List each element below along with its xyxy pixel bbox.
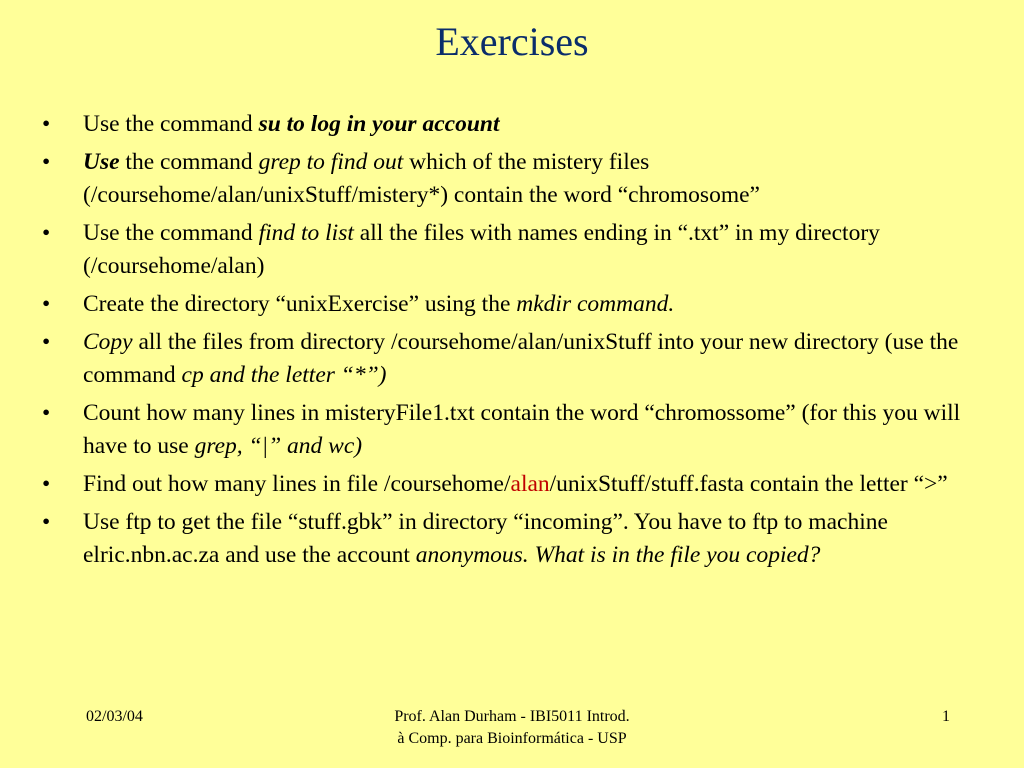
bullet-text: Use ftp to get the file “stuff.gbk” in directory “incoming”. You have to ftp to machine elric.nbn.ac.za and use the account [83, 509, 888, 568]
bullet-text: the command [119, 149, 259, 175]
bullet-text: Count how many lines in misteryFile1.txt contain the word “chromossome” (for this you will have to use [83, 400, 961, 459]
list-item [40, 506, 990, 572]
list-item [40, 468, 990, 501]
highlighted-text: alan [510, 471, 550, 497]
list-item [40, 146, 990, 212]
bullet-list [40, 108, 990, 577]
bullet-text: Use the command [83, 111, 259, 137]
bullet-icon: • [42, 291, 51, 317]
bullet-emphasis: mkdir command. [516, 291, 675, 317]
bullet-emphasis: Use [83, 149, 120, 175]
bullet-emphasis: grep to find out [258, 149, 404, 175]
bullet-text: Create the directory “unixExercise” using the [83, 291, 517, 317]
list-item [40, 217, 990, 283]
footer-date: 02/03/04 [86, 708, 143, 725]
bullet-emphasis: find to list [258, 220, 354, 246]
bullet-text: which of the mistery files (/coursehome/alan/unixStuff/mistery*) contain the word “chromosome” [83, 149, 760, 208]
bullet-icon: • [42, 509, 51, 535]
bullet-text: Use the command [83, 220, 259, 246]
slide-title: Exercises [435, 19, 589, 64]
list-item [40, 288, 990, 321]
bullet-emphasis: Copy [83, 329, 133, 355]
footer-center [312, 706, 712, 750]
bullet-text: all the files from directory /coursehome/alan/unixStuff into your new directory (use the command [83, 329, 959, 388]
list-item [40, 108, 990, 141]
bullet-icon: • [42, 400, 51, 426]
bullet-icon: • [42, 111, 51, 137]
list-item [40, 397, 990, 463]
bullet-icon: • [42, 329, 51, 355]
bullet-icon: • [42, 471, 51, 497]
bullet-emphasis: anonymous. [415, 542, 529, 568]
bullet-emphasis: What is in the file you copied? [528, 542, 821, 568]
bullet-text: /unixStuff/stuff.fasta contain the letter “>” [549, 471, 948, 497]
bullet-emphasis: grep, “|” and wc) [194, 433, 363, 459]
footer-line: à Comp. para Bioinformática - USP [397, 730, 627, 747]
list-item [40, 326, 990, 392]
bullet-emphasis: cp and the letter “*”) [181, 362, 387, 388]
bullet-text: all the files with names ending in “.txt” in my directory (/coursehome/alan) [83, 220, 880, 279]
bullet-icon: • [42, 149, 51, 175]
bullet-emphasis: su to log in your account [258, 111, 500, 137]
footer-line: Prof. Alan Durham - IBI5011 Introd. [394, 708, 630, 725]
page-number: 1 [942, 708, 950, 725]
bullet-text: Find out how many lines in file /coursehome/ [83, 471, 511, 497]
bullet-icon: • [42, 220, 51, 246]
